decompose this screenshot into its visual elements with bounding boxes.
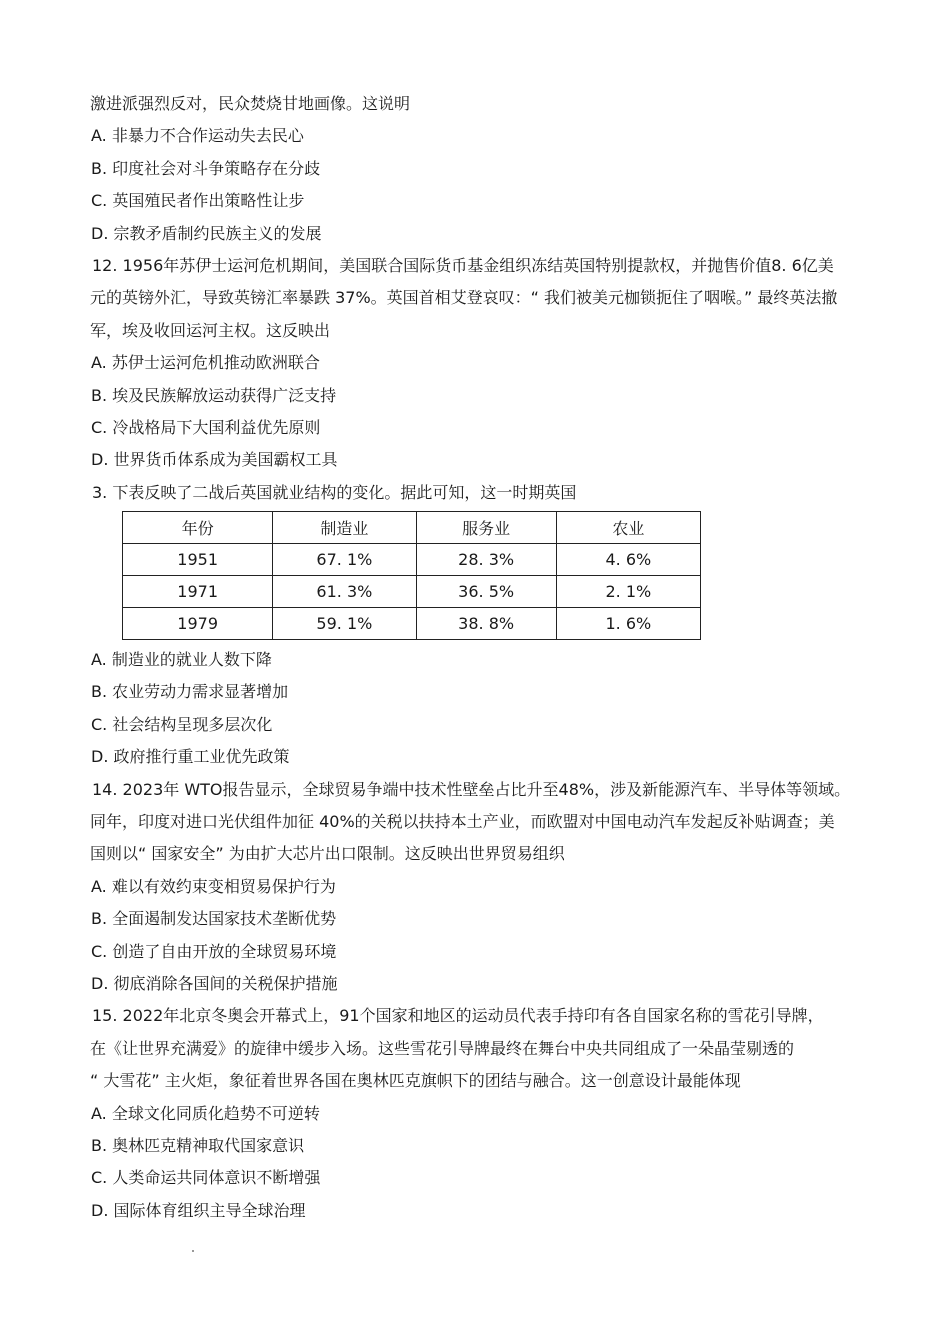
q11-stem-tail: 激进派强烈反对，民众焚烧甘地画像。这说明 xyxy=(90,94,411,113)
table-cell: 38. 8% xyxy=(416,608,556,640)
q12-stem-line-3: 军，埃及收回运河主权。这反映出 xyxy=(90,320,331,340)
table-row xyxy=(123,544,701,576)
q14-stem-line-3: 国则以“ 国家安全” 为由扩大芯片出口限制。这反映出世界贸易组织 xyxy=(90,844,565,864)
q15-option-b: B. 奥林匹克精神取代国家意识 xyxy=(91,1135,305,1155)
table-header-cell: 制造业 xyxy=(273,512,416,544)
table-cell: 1. 6% xyxy=(556,608,700,640)
employment-table xyxy=(122,511,701,640)
employment-table-wrap xyxy=(122,511,870,640)
q14-option-a: A. 难以有效约束变相贸易保护行为 xyxy=(91,876,336,896)
q12-stem-line-2: 元的英镑外汇，导致英镑汇率暴跌 37%。英国首相艾登哀叹：“ 我们被美元枷锁扼住了咽喉。” 最终英法撤 xyxy=(90,288,838,308)
table-cell: 2. 1% xyxy=(556,576,700,608)
table-cell: 59. 1% xyxy=(273,608,416,640)
q12-stem-line-1: 12. 1956年苏伊士运河危机期间，美国联合国际货币基金组织冻结英国特别提款权，并抛售价值8. 6亿美 xyxy=(92,255,834,275)
q15-option-c: C. 人类命运共同体意识不断增强 xyxy=(91,1168,321,1188)
q14-stem-line-2: 同年，印度对进口光伏组件加征 40%的关税以扶持本土产业，而欧盟对中国电动汽车发起反补贴调查；美 xyxy=(90,812,835,832)
table-cell: 1951 xyxy=(123,544,273,576)
table-cell: 28. 3% xyxy=(416,544,556,576)
scan-speck xyxy=(192,1250,194,1252)
q13-option-a: A. 制造业的就业人数下降 xyxy=(91,650,272,670)
q12-option-c: C. 冷战格局下大国利益优先原则 xyxy=(91,417,321,437)
q13-stem: 3. 下表反映了二战后英国就业结构的变化。据此可知，这一时期英国 xyxy=(92,482,577,502)
q12-option-b: B. 埃及民族解放运动获得广泛支持 xyxy=(91,385,337,405)
exam-page-content xyxy=(90,88,870,1227)
q11-option-c: C. 英国殖民者作出策略性让步 xyxy=(91,191,305,211)
q13-option-c: C. 社会结构呈现多层次化 xyxy=(91,714,273,734)
q14-option-d: D. 彻底消除各国间的关税保护措施 xyxy=(91,973,338,993)
q14-stem-line-1: 14. 2023年 WTO报告显示，全球贸易争端中技术性壁垒占比升至48%，涉及新能源汽车、半导体等领域。 xyxy=(92,779,851,799)
q12-option-a: A. 苏伊士运河危机推动欧洲联合 xyxy=(91,353,320,373)
table-header-cell: 服务业 xyxy=(416,512,556,544)
q15-option-a: A. 全球文化同质化趋势不可逆转 xyxy=(91,1103,320,1123)
q15-stem-line-1: 15. 2022年北京冬奥会开幕式上，91个国家和地区的运动员代表手持印有各自国家名称的雪花引导牌， xyxy=(92,1006,824,1026)
table-row xyxy=(123,576,701,608)
table-cell: 61. 3% xyxy=(273,576,416,608)
table-row xyxy=(123,608,701,640)
q14-option-c: C. 创造了自由开放的全球贸易环境 xyxy=(91,941,337,961)
table-cell: 36. 5% xyxy=(416,576,556,608)
table-header-cell: 农业 xyxy=(556,512,700,544)
q11-option-b: B. 印度社会对斗争策略存在分歧 xyxy=(91,158,321,178)
q11-option-a: A. 非暴力不合作运动失去民心 xyxy=(91,126,304,146)
q12-option-d: D. 世界货币体系成为美国霸权工具 xyxy=(91,450,338,470)
q13-option-b: B. 农业劳动力需求显著增加 xyxy=(91,682,289,702)
table-cell: 1971 xyxy=(123,576,273,608)
table-cell: 4. 6% xyxy=(556,544,700,576)
q15-stem-line-2: 在《让世界充满爱》的旋律中缓步入场。这些雪花引导牌最终在舞台中央共同组成了一朵晶莹剔透的 xyxy=(90,1038,795,1058)
q15-option-d: D. 国际体育组织主导全球治理 xyxy=(91,1200,306,1220)
q11-option-d: D. 宗教矛盾制约民族主义的发展 xyxy=(91,223,322,243)
table-header-row xyxy=(123,512,701,544)
table-cell: 67. 1% xyxy=(273,544,416,576)
table-header-cell: 年份 xyxy=(123,512,273,544)
q15-stem-line-3: “ 大雪花” 主火炬，象征着世界各国在奥林匹克旗帜下的团结与融合。这一创意设计最能体现 xyxy=(90,1071,741,1091)
table-cell: 1979 xyxy=(123,608,273,640)
q13-option-d: D. 政府推行重工业优先政策 xyxy=(91,747,290,767)
q14-option-b: B. 全面遏制发达国家技术垄断优势 xyxy=(91,909,337,929)
